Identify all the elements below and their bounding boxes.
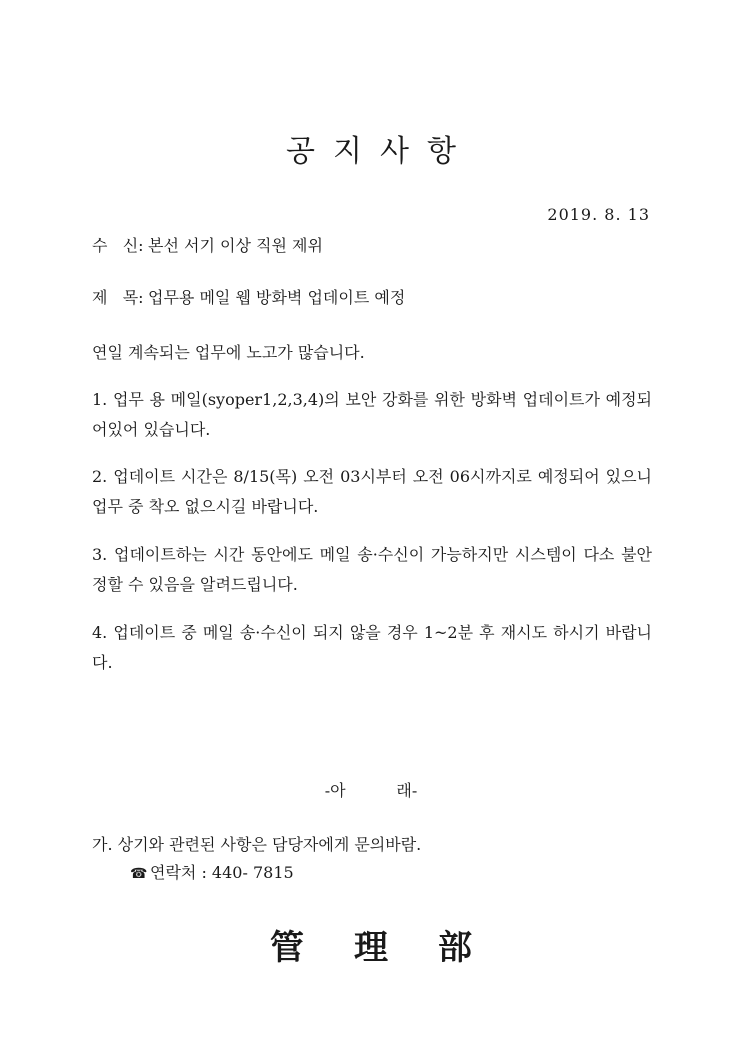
- subject-row: [92, 285, 405, 308]
- contact-text: 연락처 : 440- 7815: [150, 863, 294, 882]
- notice-item-2: 2. 업데이트 시간은 8/15(목) 오전 03시부터 오전 06시까지로 예정되어 있으니 업무 중 착오 없으시길 바랍니다.: [92, 467, 652, 516]
- notice-date: 2019. 8. 13: [547, 205, 650, 224]
- inquiry-note: 가. 상기와 관련된 사항은 담당자에게 문의바람.: [92, 835, 422, 854]
- phone-icon: ☎: [130, 866, 148, 882]
- notice-item-3: 3. 업데이트하는 시간 동안에도 메일 송·수신이 가능하지만 시스템이 다소 불안정할 수 있음을 알려드립니다.: [92, 545, 652, 594]
- notice-item-4: 4. 업데이트 중 메일 송·수신이 되지 않을 경우 1~2분 후 재시도 하시기 바랍니다.: [92, 623, 652, 672]
- recipient-label: 수 신:: [92, 236, 144, 255]
- notice-item-1: 1. 업무 용 메일(syoper1,2,3,4)의 보안 강화를 위한 방화벽 업데이트가 예정되어있어 있습니다.: [92, 390, 652, 439]
- recipient-value: 본선 서기 이상 직원 제위: [148, 236, 323, 255]
- subject-label: 제 목:: [92, 288, 144, 307]
- subject-value: 업무용 메일 웹 방화벽 업데이트 예정: [148, 288, 406, 307]
- recipient-row: [92, 233, 323, 256]
- contact-line: [130, 860, 294, 883]
- department-signature: 管理部: [270, 928, 522, 968]
- page-title: 공지사항: [286, 134, 474, 169]
- details-heading: -아 래-: [324, 781, 418, 800]
- greeting-text: 연일 계속되는 업무에 노고가 많습니다.: [92, 343, 365, 362]
